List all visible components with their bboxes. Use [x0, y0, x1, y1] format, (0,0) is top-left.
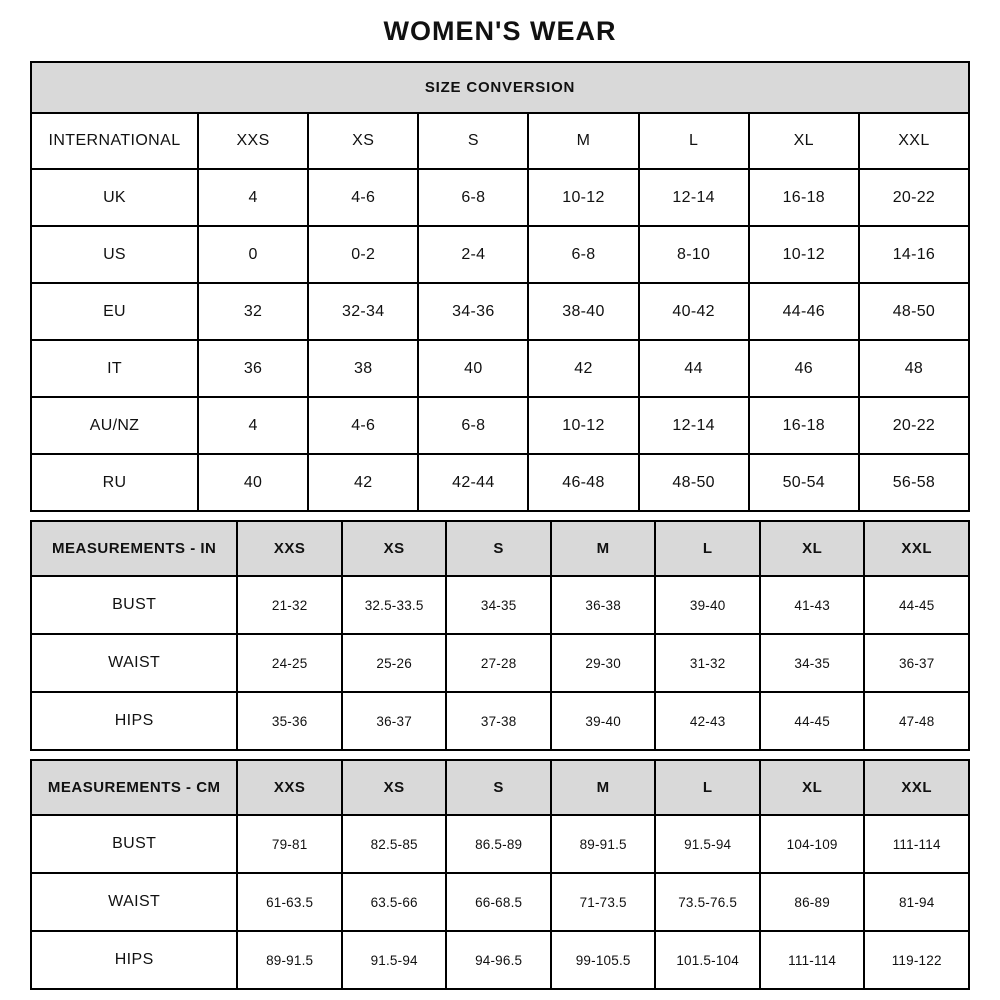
header-label: INTERNATIONAL: [31, 113, 198, 169]
table-cell: 86-89: [760, 873, 865, 931]
row-label: WAIST: [31, 873, 237, 931]
table-cell: 10-12: [749, 226, 859, 283]
table-cell: 46: [749, 340, 859, 397]
table-cell: 31-32: [655, 634, 760, 692]
table-row: [31, 576, 969, 634]
size-header-row: [31, 760, 969, 815]
table-cell: 63.5-66: [342, 873, 447, 931]
table-cell: 111-114: [760, 931, 865, 989]
table-cell: 20-22: [859, 169, 969, 226]
measurements-cm-table: [30, 759, 970, 990]
table-cell: 48-50: [639, 454, 749, 511]
size-column-header: L: [655, 760, 760, 815]
table-cell: 42: [528, 340, 638, 397]
table-cell: 39-40: [655, 576, 760, 634]
table-cell: 50-54: [749, 454, 859, 511]
table-cell: 32-34: [308, 283, 418, 340]
table-cell: 20-22: [859, 397, 969, 454]
table-cell: 111-114: [864, 815, 969, 873]
table-cell: 0: [198, 226, 308, 283]
size-column-header: XS: [342, 760, 447, 815]
table-cell: 44-45: [864, 576, 969, 634]
row-label: BUST: [31, 815, 237, 873]
table-cell: 4-6: [308, 397, 418, 454]
size-column-header: XXS: [237, 760, 342, 815]
size-column-header: XL: [760, 521, 865, 576]
table-cell: 42: [308, 454, 418, 511]
table-cell: 16-18: [749, 397, 859, 454]
size-conversion-table: [30, 61, 970, 512]
row-label: AU/NZ: [31, 397, 198, 454]
table-cell: 82.5-85: [342, 815, 447, 873]
table-cell: 4: [198, 169, 308, 226]
table-cell: 44: [639, 340, 749, 397]
table-cell: 66-68.5: [446, 873, 551, 931]
table-cell: 14-16: [859, 226, 969, 283]
table-cell: 86.5-89: [446, 815, 551, 873]
table-cell: 91.5-94: [342, 931, 447, 989]
table-cell: 101.5-104: [655, 931, 760, 989]
table-cell: 37-38: [446, 692, 551, 750]
table-cell: 36-37: [864, 634, 969, 692]
table-cell: 40-42: [639, 283, 749, 340]
row-label: IT: [31, 340, 198, 397]
table-cell: 34-35: [760, 634, 865, 692]
page-title: WOMEN'S WEAR: [383, 16, 617, 46]
table-cell: 8-10: [639, 226, 749, 283]
table-cell: 40: [198, 454, 308, 511]
table-cell: 41-43: [760, 576, 865, 634]
table-cell: 27-28: [446, 634, 551, 692]
table-cell: 48: [859, 340, 969, 397]
table-cell: 21-32: [237, 576, 342, 634]
table-row: [31, 340, 969, 397]
table-cell: 44-45: [760, 692, 865, 750]
table-cell: 71-73.5: [551, 873, 656, 931]
table-row: [31, 283, 969, 340]
table-cell: 4-6: [308, 169, 418, 226]
table-cell: 38: [308, 340, 418, 397]
size-header-row: [31, 113, 969, 169]
table-cell: 56-58: [859, 454, 969, 511]
table-cell: 34-35: [446, 576, 551, 634]
table-cell: 24-25: [237, 634, 342, 692]
table-row: [31, 815, 969, 873]
size-column-header: XXL: [859, 113, 969, 169]
table-cell: 89-91.5: [551, 815, 656, 873]
size-column-header: S: [446, 521, 551, 576]
table-cell: 89-91.5: [237, 931, 342, 989]
table-cell: 44-46: [749, 283, 859, 340]
size-column-header: XL: [760, 760, 865, 815]
row-label: HIPS: [31, 931, 237, 989]
table-cell: 6-8: [418, 169, 528, 226]
table-row: [31, 634, 969, 692]
table-cell: 39-40: [551, 692, 656, 750]
table-row: [31, 873, 969, 931]
table-cell: 42-44: [418, 454, 528, 511]
size-column-header: XS: [342, 521, 447, 576]
table-row: [31, 454, 969, 511]
size-column-header: M: [551, 760, 656, 815]
size-column-header: XXS: [237, 521, 342, 576]
table-cell: 48-50: [859, 283, 969, 340]
table-cell: 6-8: [418, 397, 528, 454]
size-column-header: M: [528, 113, 638, 169]
table-row: [31, 226, 969, 283]
size-column-header: L: [639, 113, 749, 169]
table-cell: 99-105.5: [551, 931, 656, 989]
table-cell: 36-37: [342, 692, 447, 750]
table-cell: 94-96.5: [446, 931, 551, 989]
row-label: US: [31, 226, 198, 283]
table-cell: 0-2: [308, 226, 418, 283]
table-caption-row: [31, 62, 969, 113]
row-label: RU: [31, 454, 198, 511]
size-column-header: L: [655, 521, 760, 576]
table-cell: 81-94: [864, 873, 969, 931]
table-cell: 73.5-76.5: [655, 873, 760, 931]
measurements-in-table: [30, 520, 970, 751]
size-header-row: [31, 521, 969, 576]
table-cell: 35-36: [237, 692, 342, 750]
table-row: [31, 692, 969, 750]
table-cell: 61-63.5: [237, 873, 342, 931]
table-cell: 38-40: [528, 283, 638, 340]
header-label: MEASUREMENTS - CM: [31, 760, 237, 815]
table-cell: 16-18: [749, 169, 859, 226]
table-row: [31, 931, 969, 989]
table-cell: 34-36: [418, 283, 528, 340]
table-cell: 6-8: [528, 226, 638, 283]
size-column-header: S: [418, 113, 528, 169]
table-row: [31, 169, 969, 226]
table-cell: 104-109: [760, 815, 865, 873]
table-cell: 12-14: [639, 397, 749, 454]
size-column-header: XL: [749, 113, 859, 169]
table-cell: 2-4: [418, 226, 528, 283]
row-label: HIPS: [31, 692, 237, 750]
table-cell: 4: [198, 397, 308, 454]
row-label: UK: [31, 169, 198, 226]
table-cell: 91.5-94: [655, 815, 760, 873]
table-cell: 32.5-33.5: [342, 576, 447, 634]
table-row: [31, 397, 969, 454]
table-cell: 46-48: [528, 454, 638, 511]
table-cell: 40: [418, 340, 528, 397]
table-cell: 36: [198, 340, 308, 397]
table-cell: 47-48: [864, 692, 969, 750]
table-cell: 10-12: [528, 397, 638, 454]
row-label: EU: [31, 283, 198, 340]
table-cell: 25-26: [342, 634, 447, 692]
size-column-header: S: [446, 760, 551, 815]
table-caption: SIZE CONVERSION: [31, 62, 969, 113]
size-column-header: M: [551, 521, 656, 576]
size-column-header: XXL: [864, 521, 969, 576]
table-cell: 119-122: [864, 931, 969, 989]
row-label: BUST: [31, 576, 237, 634]
table-cell: 29-30: [551, 634, 656, 692]
table-cell: 10-12: [528, 169, 638, 226]
row-label: WAIST: [31, 634, 237, 692]
table-cell: 12-14: [639, 169, 749, 226]
size-column-header: XXS: [198, 113, 308, 169]
size-column-header: XS: [308, 113, 418, 169]
header-label: MEASUREMENTS - IN: [31, 521, 237, 576]
table-cell: 32: [198, 283, 308, 340]
table-cell: 36-38: [551, 576, 656, 634]
table-cell: 42-43: [655, 692, 760, 750]
table-cell: 79-81: [237, 815, 342, 873]
size-column-header: XXL: [864, 760, 969, 815]
